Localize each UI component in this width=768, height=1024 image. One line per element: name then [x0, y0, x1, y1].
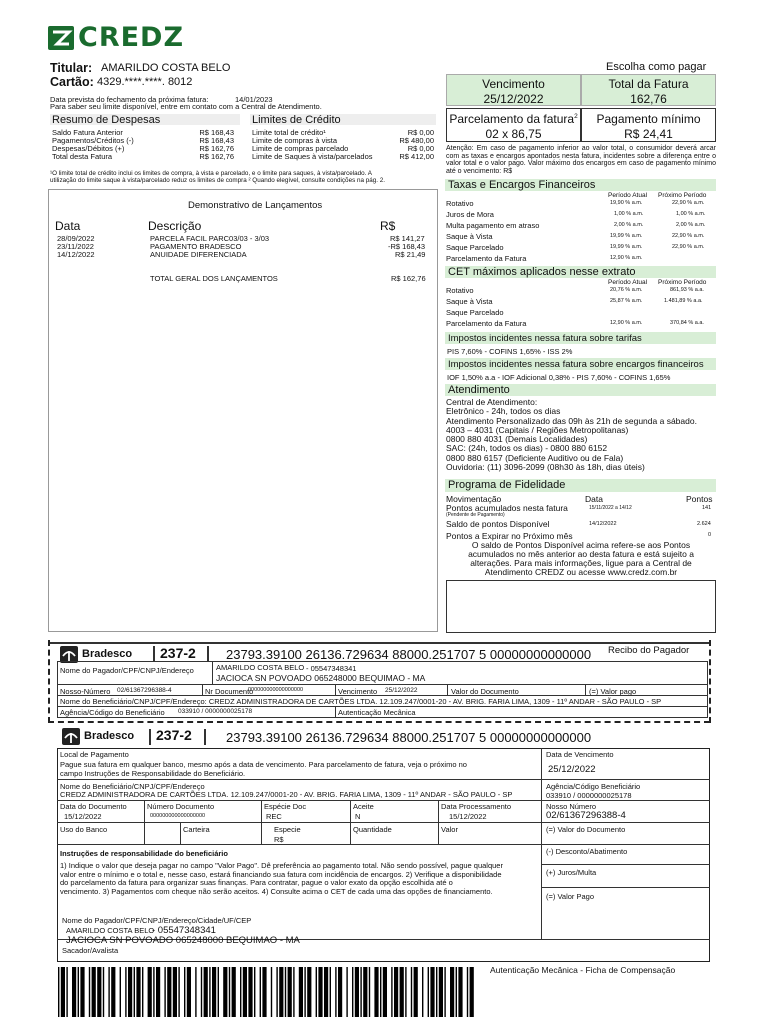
impostos1-title: Impostos incidentes nessa fatura sobre tarifas [448, 333, 642, 344]
resumo-row-label: Saldo Fatura Anterior [52, 128, 123, 137]
atendimento-line: Atendimento Personalizado das 09h às 21h de segunda a sábado. [446, 415, 697, 426]
ficha-pagador-name: AMARILDO COSTA BELO [66, 926, 155, 935]
resumo-row-label: Despesas/Débitos (+) [52, 144, 125, 153]
ficha-aceite-label: Aceite [353, 802, 374, 811]
ficha-pagador-cpf: - 05547348341 [152, 925, 216, 936]
divider [207, 646, 209, 662]
recibo-benef: Nome do Beneficiário/CNPJ/CPF/Endereço: CREDZ ADMINISTRADORA DE CARTÕES LTDA. 12.109.247/0001-20 - AV. BRIG. FARIA LIMA, 1309 - 11º ANDAR - SÃO PAULO - SP [60, 697, 662, 706]
ficha-valordoc-label: (=) Valor do Documento [546, 825, 626, 834]
taxa-label: Juros de Mora [446, 210, 494, 219]
local-text: Pague sua fatura em qualquer banco, mesmo após a data de vencimento. Para parcelamento de fatura, veja o próximo no [60, 760, 467, 769]
col-data: Data [55, 219, 81, 233]
recibo-pagador-end: JACIOCA SN POVOADO 065248000 BEQUIMAO - MA [216, 673, 426, 683]
fid-r2-pontos: 2.624 [697, 521, 711, 527]
taxa-label: Saque Parcelado [446, 243, 504, 252]
divider [149, 729, 151, 745]
divider [57, 779, 710, 780]
ficha-agencia-value: 033910 / 0000000025178 [546, 791, 632, 800]
local-label: Local de Pagamento [60, 750, 129, 759]
local-text: campo Instruções de Responsabilidade do Beneficiário. [60, 769, 246, 778]
divider [585, 684, 586, 695]
divider [57, 695, 708, 696]
fid-note-line: Atendimento CREDZ ou acesse www.credz.com.br [484, 567, 678, 577]
atendimento-line: Ouvidoria: (11) 3096-2099 (08h30 às 18h, dias úteis) [446, 462, 645, 473]
cet-atual: 20,76 % a.m. [610, 287, 643, 293]
parcelamento-label: Parcelamento da fatura$^2$ [449, 112, 578, 126]
minimo-value: R$ 24,41 [624, 127, 673, 141]
recibo-valorpago-label: (=) Valor pago [589, 687, 637, 696]
lanc-row-valor: R$ 141,27 [390, 234, 425, 243]
ficha-especie2-label: Especie [274, 825, 301, 834]
divider [180, 822, 181, 844]
demonstrativo-title: Demonstrativo de Lançamentos [188, 200, 323, 211]
divider [212, 661, 213, 684]
fid-note-line: O saldo de Pontos Disponível acima refere-se aos Pontos [471, 540, 691, 550]
atendimento-line: 4003 – 4031 (Capitais / Regiões Metropolitanas) [446, 424, 629, 435]
ficha-venc-label: Data de Vencimento [546, 750, 614, 759]
atendimento-line: SAC: (24h, todos os dias) - 0800 880 6152 [446, 443, 608, 454]
limites-title: Limites de Crédito [252, 114, 341, 126]
recibo-top-line [48, 642, 710, 644]
escolha-pagar: Escolha como pagar [606, 61, 707, 73]
limite-row-label: Limite de compras parcelado [252, 144, 349, 153]
lanc-row-desc: PAGAMENTO BRADESCO [150, 242, 242, 251]
impostos2-text: IOF 1,50% a.a - IOF Adicional 0,38% - PIS 7,60% - COFINS 1,65% [447, 373, 671, 382]
taxa-atual: 2,00 % a.m. [614, 222, 644, 228]
atendimento-line: 0800 880 6157 (Deficiente Auditivo ou de Fala) [446, 452, 624, 463]
recibo-autent-label: Autenticação Mecânica [338, 708, 416, 717]
recibo-venc-label: Vencimento [338, 687, 378, 696]
divider [202, 684, 203, 695]
impostos2-title: Impostos incidentes nessa fatura sobre encargos financeiros [448, 359, 704, 370]
cet-col-prox: Próximo Período [658, 279, 707, 286]
atendimento-line: Eletrônico - 24h, todos os dias [446, 406, 561, 417]
limite-row-label: Limite de Saques à vista/parcelados [252, 152, 373, 161]
taxa-label: Parcelamento da Fatura [446, 254, 527, 263]
brand-name: CREDZ [78, 22, 185, 53]
limite-text: Para saber seu limite disponível, entre em contato com a Central de Atendimento. [50, 102, 322, 111]
fid-col-data: Data [585, 494, 603, 504]
ficha-especie-value: REC [266, 812, 282, 821]
recibo-pagador-label: Nome do Pagador/CPF/CNPJ/Endereço [60, 666, 194, 675]
ficha-especie2-value: R$ [274, 835, 284, 844]
cet-prox: 861,93 % a.a. [670, 287, 704, 293]
cet-atual: 12,90 % a.m. [610, 320, 643, 326]
lanc-row-valor: -R$ 168,43 [388, 242, 426, 251]
vencimento-label: Vencimento [482, 77, 545, 91]
recibo-agencia-label: Agência/Código do Beneficiário [60, 708, 165, 717]
cet-prox: 370,84 % a.a. [670, 320, 704, 326]
ficha-carteira-label: Carteira [183, 825, 210, 834]
taxa-prox: 22,90 % a.m. [672, 233, 705, 239]
limite-row-value: R$ 480,00 [399, 136, 434, 145]
bank-code: 237-2 [156, 727, 192, 743]
recibo-venc-value: 25/12/2022 [385, 687, 418, 694]
divider [57, 822, 710, 823]
recibo-valordoc-label: Valor do Documento [451, 687, 519, 696]
fid-r1-pontos: 141 [702, 505, 712, 511]
fid-r1-data: 15/11/2022 a 14/12 [589, 505, 632, 511]
taxa-atual: 19,99 % a.m. [610, 233, 643, 239]
recibo-nosso-value: 02/61367296388-4 [117, 687, 172, 694]
recibo-agencia-value: 033910 / 0000000025178 [178, 708, 253, 715]
minimo-box [581, 108, 716, 142]
col-descricao: Descrição [148, 219, 202, 233]
ficha-numdoc-value: 000000000000000000 [150, 813, 206, 819]
lanc-row-valor: R$ 21,49 [395, 250, 426, 259]
ficha-dataproc-value: 15/12/2022 [449, 812, 487, 821]
fid-r2-label: Saldo de pontos Disponível [446, 519, 550, 529]
credz-logo [48, 24, 208, 52]
resumo-row-value: R$ 162,76 [199, 144, 234, 153]
taxas-col-prox: Próximo Período [658, 192, 707, 199]
bradesco-name: Bradesco [84, 730, 135, 742]
fid-r3-pontos: 0 [708, 532, 712, 538]
parcelamento-value: 02 x 86,75 [485, 127, 542, 141]
divider [541, 887, 710, 888]
lanc-row-desc: ANUIDADE DIFERENCIADA [150, 250, 247, 259]
divider [57, 684, 708, 685]
total-value: 162,76 [630, 92, 667, 106]
taxa-prox: 1,00 % a.m. [676, 211, 706, 217]
blank-box [446, 580, 716, 633]
taxa-atual: 1,00 % a.m. [614, 211, 644, 217]
taxa-prox: 22,90 % a.m. [672, 200, 705, 206]
taxa-label: Rotativo [446, 199, 474, 208]
bradesco-tree-icon [62, 728, 80, 745]
cet-label: Saque à Vista [446, 297, 493, 306]
spacer [57, 915, 541, 916]
lanc-row-data: 14/12/2022 [57, 250, 95, 259]
divider [335, 684, 336, 695]
taxa-atual: 12,90 % a.m. [610, 255, 643, 261]
fechamento-text: Data prevista do fechamento da próxima fatura: [50, 95, 209, 104]
limite-row-label: Limite de compras à vista [252, 136, 338, 145]
ficha-quant-label: Quantidade [353, 825, 392, 834]
taxa-label: Saque à Vista [446, 232, 493, 241]
fidelidade-note [446, 541, 716, 577]
vencimento-box [446, 74, 581, 106]
ficha-dataproc-label: Data Processamento [441, 802, 512, 811]
instr-text [60, 862, 503, 896]
fid-col-pontos: Pontos [686, 494, 713, 504]
recibo-nosso-label: Nosso-Número [60, 687, 111, 696]
total-lanc-value: R$ 162,76 [391, 274, 426, 283]
divider [335, 706, 336, 718]
titular-value: AMARILDO COSTA BELO [101, 62, 231, 74]
lanc-row-data: 28/09/2022 [57, 234, 95, 243]
total-label: Total da Fatura [608, 77, 689, 91]
lanc-row-data: 23/11/2022 [57, 242, 94, 251]
divider [204, 729, 206, 745]
ficha-valorpago-label: (=) Valor Pago [546, 892, 595, 901]
limite-row-value: R$ 0,00 [407, 128, 434, 137]
instr-line: valor entre o mínimo e o total e, nesse caso, estará financiando sua fatura com incidência de encargos. 2) Verifique a disponibilidade [60, 869, 502, 879]
resumo-row-value: R$ 168,43 [199, 128, 234, 137]
ficha-numdoc-label: Número Documento [147, 802, 215, 811]
fechamento-date: 14/01/2023 [235, 95, 273, 104]
atendimento-line: 0800 880 4031 (Demais Localidades) [446, 434, 588, 445]
resumo-row-label: Pagamentos/Créditos (-) [52, 136, 134, 145]
recibo-pagador-name: AMARILDO COSTA BELO [216, 663, 305, 672]
ficha-aceite-value: N [355, 812, 361, 821]
instr-line: do parcelamento da fatura para organizar suas finanças. Para contratar, pague o valor exato da opção escolhida até o [60, 878, 453, 887]
taxa-atual: 19,90 % a.m. [610, 200, 643, 206]
cet-label: Rotativo [446, 286, 474, 295]
recibo-nrdoc-label: Nr Documento [205, 687, 254, 696]
ficha-pagador-label: Nome do Pagador/CPF/CNPJ/Endereço/Cidade/UF/CEP [62, 916, 252, 925]
ficha-agencia-label: Agência/Código Beneficiário [546, 782, 641, 791]
resumo-row-value: R$ 162,76 [199, 152, 234, 161]
impostos1-text: PIS 7,60% - COFINS 1,65% - ISS 2% [447, 347, 573, 356]
bank-code: 237-2 [160, 645, 196, 661]
footnote-1: ¹O limite total de crédito inclui os limites de compra, à vista e parcelado, e o limite para saques, à vista/parcelado. A [50, 170, 372, 177]
ficha-juros-label: (+) Juros/Multa [546, 868, 597, 877]
lanc-row-desc: PARCELA FACIL PARC03/03 - 3/03 [150, 234, 270, 243]
atencao-text: Atenção: Em caso de pagamento inferior ao valor total, o consumidor deverá arcar com as taxas e encargos apontados nesta fatura, incidentes sobre a diferença entre o valor total e o valor pago. Valor máximo dos encargos em caso de pagamento mínimo até o vencimento: R$ [446, 145, 716, 175]
limite-row-value: R$ 0,00 [407, 144, 434, 153]
cet-label: Saque Parcelado [446, 308, 504, 317]
limite-row-label: Limite total de crédito¹ [252, 128, 326, 137]
taxa-prox: 2,00 % a.m. [676, 222, 706, 228]
recibo-pagador-cpf: - 05547348341 [306, 664, 357, 673]
fid-col-mov: Movimentação [446, 494, 502, 504]
cartao-label: Cartão: [50, 75, 94, 89]
fid-r1-label: Pontos acumulados nesta fatura [446, 503, 568, 513]
resumo-title: Resumo de Despesas [52, 114, 161, 126]
fid-r2-data: 14/12/2022 [589, 521, 617, 527]
ficha-desconto-label: (-) Desconto/Abatimento [546, 847, 628, 856]
resumo-row-value: R$ 168,43 [199, 136, 234, 145]
titular-label: Titular: [50, 61, 93, 75]
fid-r3-label: Pontos a Expirar no Próximo mês [446, 531, 573, 541]
cut-line-left [48, 640, 50, 723]
instr-title: Instruções de responsabilidade do beneficiário [60, 849, 228, 858]
fid-r1-sub: (Pendente de Pagamento) [446, 512, 505, 518]
instr-line: vencimento. 3) Pagamentos com cheque não serão aceitos. 4) Consulte acima o CET de cada uma das opções de financiamento. [60, 886, 493, 896]
taxas-title: Taxas e Encargos Financeiros [448, 179, 596, 191]
limite-row-value: R$ 412,00 [399, 152, 434, 161]
autenticacao-footer: Autenticação Mecânica - Ficha de Compensação [490, 965, 676, 975]
fid-note-line: alterações. Para mais informações, ligue para a Central de [470, 558, 692, 568]
divider [541, 864, 710, 865]
ficha-venc-value: 25/12/2022 [548, 764, 596, 775]
ficha-datadoc-value: 15/12/2022 [64, 812, 102, 821]
atendimento-line: Central de Atendimento: [446, 397, 538, 407]
taxa-prox: 22,90 % a.m. [672, 244, 705, 250]
cet-prox: 1.481,89 % a.a. [664, 298, 703, 304]
linha-digitavel: 23793.39100 26136.729634 88000.251707 5 00000000000000 [226, 647, 592, 662]
ficha-especie-label: Espécie Doc [264, 802, 307, 811]
divider [57, 844, 710, 845]
cet-col-atual: Período Atual [608, 279, 648, 286]
recibo-title: Recibo do Pagador [608, 645, 690, 656]
divider [57, 706, 708, 707]
parcelamento-box [446, 108, 581, 142]
taxa-label: Multa pagamento em atraso [446, 221, 540, 230]
cut-line-right [709, 640, 711, 723]
ficha-pagador-end: JACIOCA SN POVOADO 065248000 BEQUIMAO - MA [66, 935, 300, 946]
ficha-benef-label: Nome do Beneficiário/CNPJ/CPF/Endereço [60, 782, 205, 791]
cet-atual: 25,87 % a.m. [610, 298, 643, 304]
col-valor: R$ [380, 219, 396, 233]
recibo-nrdoc-value: 000000000000000000 [248, 687, 304, 693]
fidelidade-title: Programa de Fidelidade [448, 479, 566, 491]
ficha-datadoc-label: Data do Documento [60, 802, 127, 811]
linha-digitavel: 23793.39100 26136.729634 88000.251707 5 00000000000000 [226, 730, 592, 745]
fid-note-line: acumulados no mês anterior ao desta fatura e está sujeito a [468, 549, 694, 559]
resumo-row-label: Total desta Fatura [52, 152, 113, 161]
atendimento-title: Atendimento [448, 384, 510, 396]
ficha-nosso-label: Nosso Número [546, 802, 597, 811]
cet-title: CET máximos aplicados nesse extrato [448, 266, 636, 278]
cet-label: Parcelamento da Fatura [446, 319, 527, 328]
bradesco-name: Bradesco [82, 648, 133, 660]
bradesco-logo-ficha [62, 728, 154, 745]
ficha-benef-value: CREDZ ADMINISTRADORA DE CARTÕES LTDA. 12.109.247/0001-20 - AV. BRIG. FARIA LIMA, 1309 - 11º ANDAR - SÃO PAULO - SP [60, 790, 513, 799]
atendimento-lines [446, 398, 697, 472]
ficha-sacador-label: Sacador/Avalista [62, 946, 119, 955]
vencimento-value: 25/12/2022 [483, 92, 544, 106]
barcode [58, 967, 478, 1017]
cut-line [48, 721, 710, 723]
cartao-value: 4329.****.****. 8012 [97, 76, 193, 88]
total-box [581, 74, 716, 106]
taxa-atual: 19,99 % a.m. [610, 244, 643, 250]
instr-line: 1) Indique o valor que deseja pagar no campo "Valor Pago". Dê preferência ao pagamento total. Não sendo possível, pague qualquer [60, 861, 503, 870]
divider [153, 646, 155, 662]
taxas-col-atual: Período Atual [608, 192, 648, 199]
minimo-label: Pagamento mínimo [596, 112, 701, 126]
divider [57, 800, 710, 801]
ficha-nosso-value: 02/61367296388-4 [546, 810, 626, 821]
total-lanc-label: TOTAL GERAL DOS LANÇAMENTOS [150, 274, 278, 283]
ficha-valor-label: Valor [441, 825, 458, 834]
ficha-usobanco-label: Uso do Banco [60, 825, 108, 834]
divider [447, 684, 448, 695]
footnote-2: utilização do limite saque à vista/parcelado reduz os limites de compra ² Quando elegível, consulte condições na pág. 2. [50, 177, 385, 184]
